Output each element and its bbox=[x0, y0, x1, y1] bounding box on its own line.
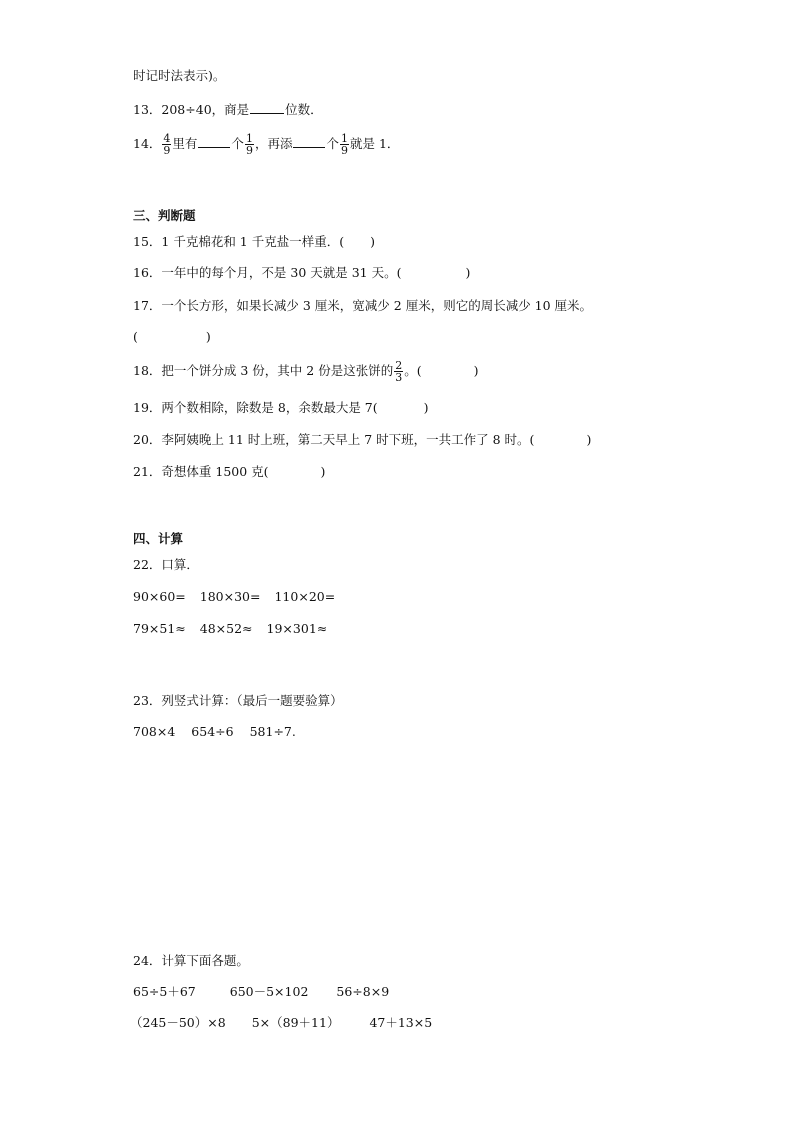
question-23: 23．列竖式计算：（最后一题要验算） bbox=[133, 693, 343, 708]
fraction: $\frac{4}{9}$ bbox=[163, 132, 171, 157]
question-18: 18．把一个饼分成 3 份，其中 2 份是这张饼的 $\frac{2}{3}$ 。( ) bbox=[133, 359, 479, 384]
section-heading-judgment: 三、判断题 bbox=[133, 208, 196, 223]
calc-row-1: 65÷5＋67 650－5×102 56÷8×9 bbox=[133, 984, 390, 999]
answer-blank[interactable] bbox=[250, 112, 284, 114]
fraction: $\frac{1}{9}$ bbox=[245, 132, 253, 157]
mental-math-row-1: 90×60= 180×30= 110×20= bbox=[133, 589, 336, 604]
question-17: 17．一个长方形，如果长减少 3 厘米，宽减少 2 厘米，则它的周长减少 10 厘米。 bbox=[133, 298, 593, 313]
fraction: $\frac{2}{3}$ bbox=[395, 359, 403, 384]
section-heading-calculation: 四、计算 bbox=[133, 531, 184, 546]
question-20: 20．李阿姨晚上 11 时上班，第二天早上 7 时下班，一共工作了 8 时。( ) bbox=[133, 432, 592, 447]
fraction: $\frac{1}{9}$ bbox=[340, 132, 348, 157]
question-17-bracket: ( ) bbox=[133, 329, 211, 344]
question-16: 16．一年中的每个月，不是 30 天就是 31 天。( ) bbox=[133, 265, 471, 280]
answer-blank[interactable] bbox=[198, 146, 230, 148]
question-22: 22．口算． bbox=[133, 557, 199, 572]
calc-row-2: （245－50）×8 5×（89＋11） 47＋13×5 bbox=[130, 1015, 433, 1030]
question-24: 24．计算下面各题。 bbox=[133, 953, 249, 968]
question-12-tail: 时记时法表示)。 bbox=[133, 68, 226, 83]
vertical-calc-row: 708×4 654÷6 581÷7. bbox=[133, 724, 296, 739]
mental-math-row-2: 79×51≈ 48×52≈ 19×301≈ bbox=[133, 621, 328, 636]
question-21: 21．奇想体重 1500 克( ) bbox=[133, 464, 326, 479]
question-14: 14． $\frac{4}{9}$ 里有 个 $\frac{1}{9}$ ，再添 个 $\frac{1}{9}$ 就是 1． bbox=[133, 132, 400, 157]
question-15: 15．1 千克棉花和 1 千克盐一样重．( ) bbox=[133, 234, 375, 249]
question-13: 13．208÷40，商是 位数． bbox=[133, 102, 323, 117]
question-19: 19．两个数相除，除数是 8，余数最大是 7( ) bbox=[133, 400, 429, 415]
answer-blank[interactable] bbox=[293, 146, 325, 148]
